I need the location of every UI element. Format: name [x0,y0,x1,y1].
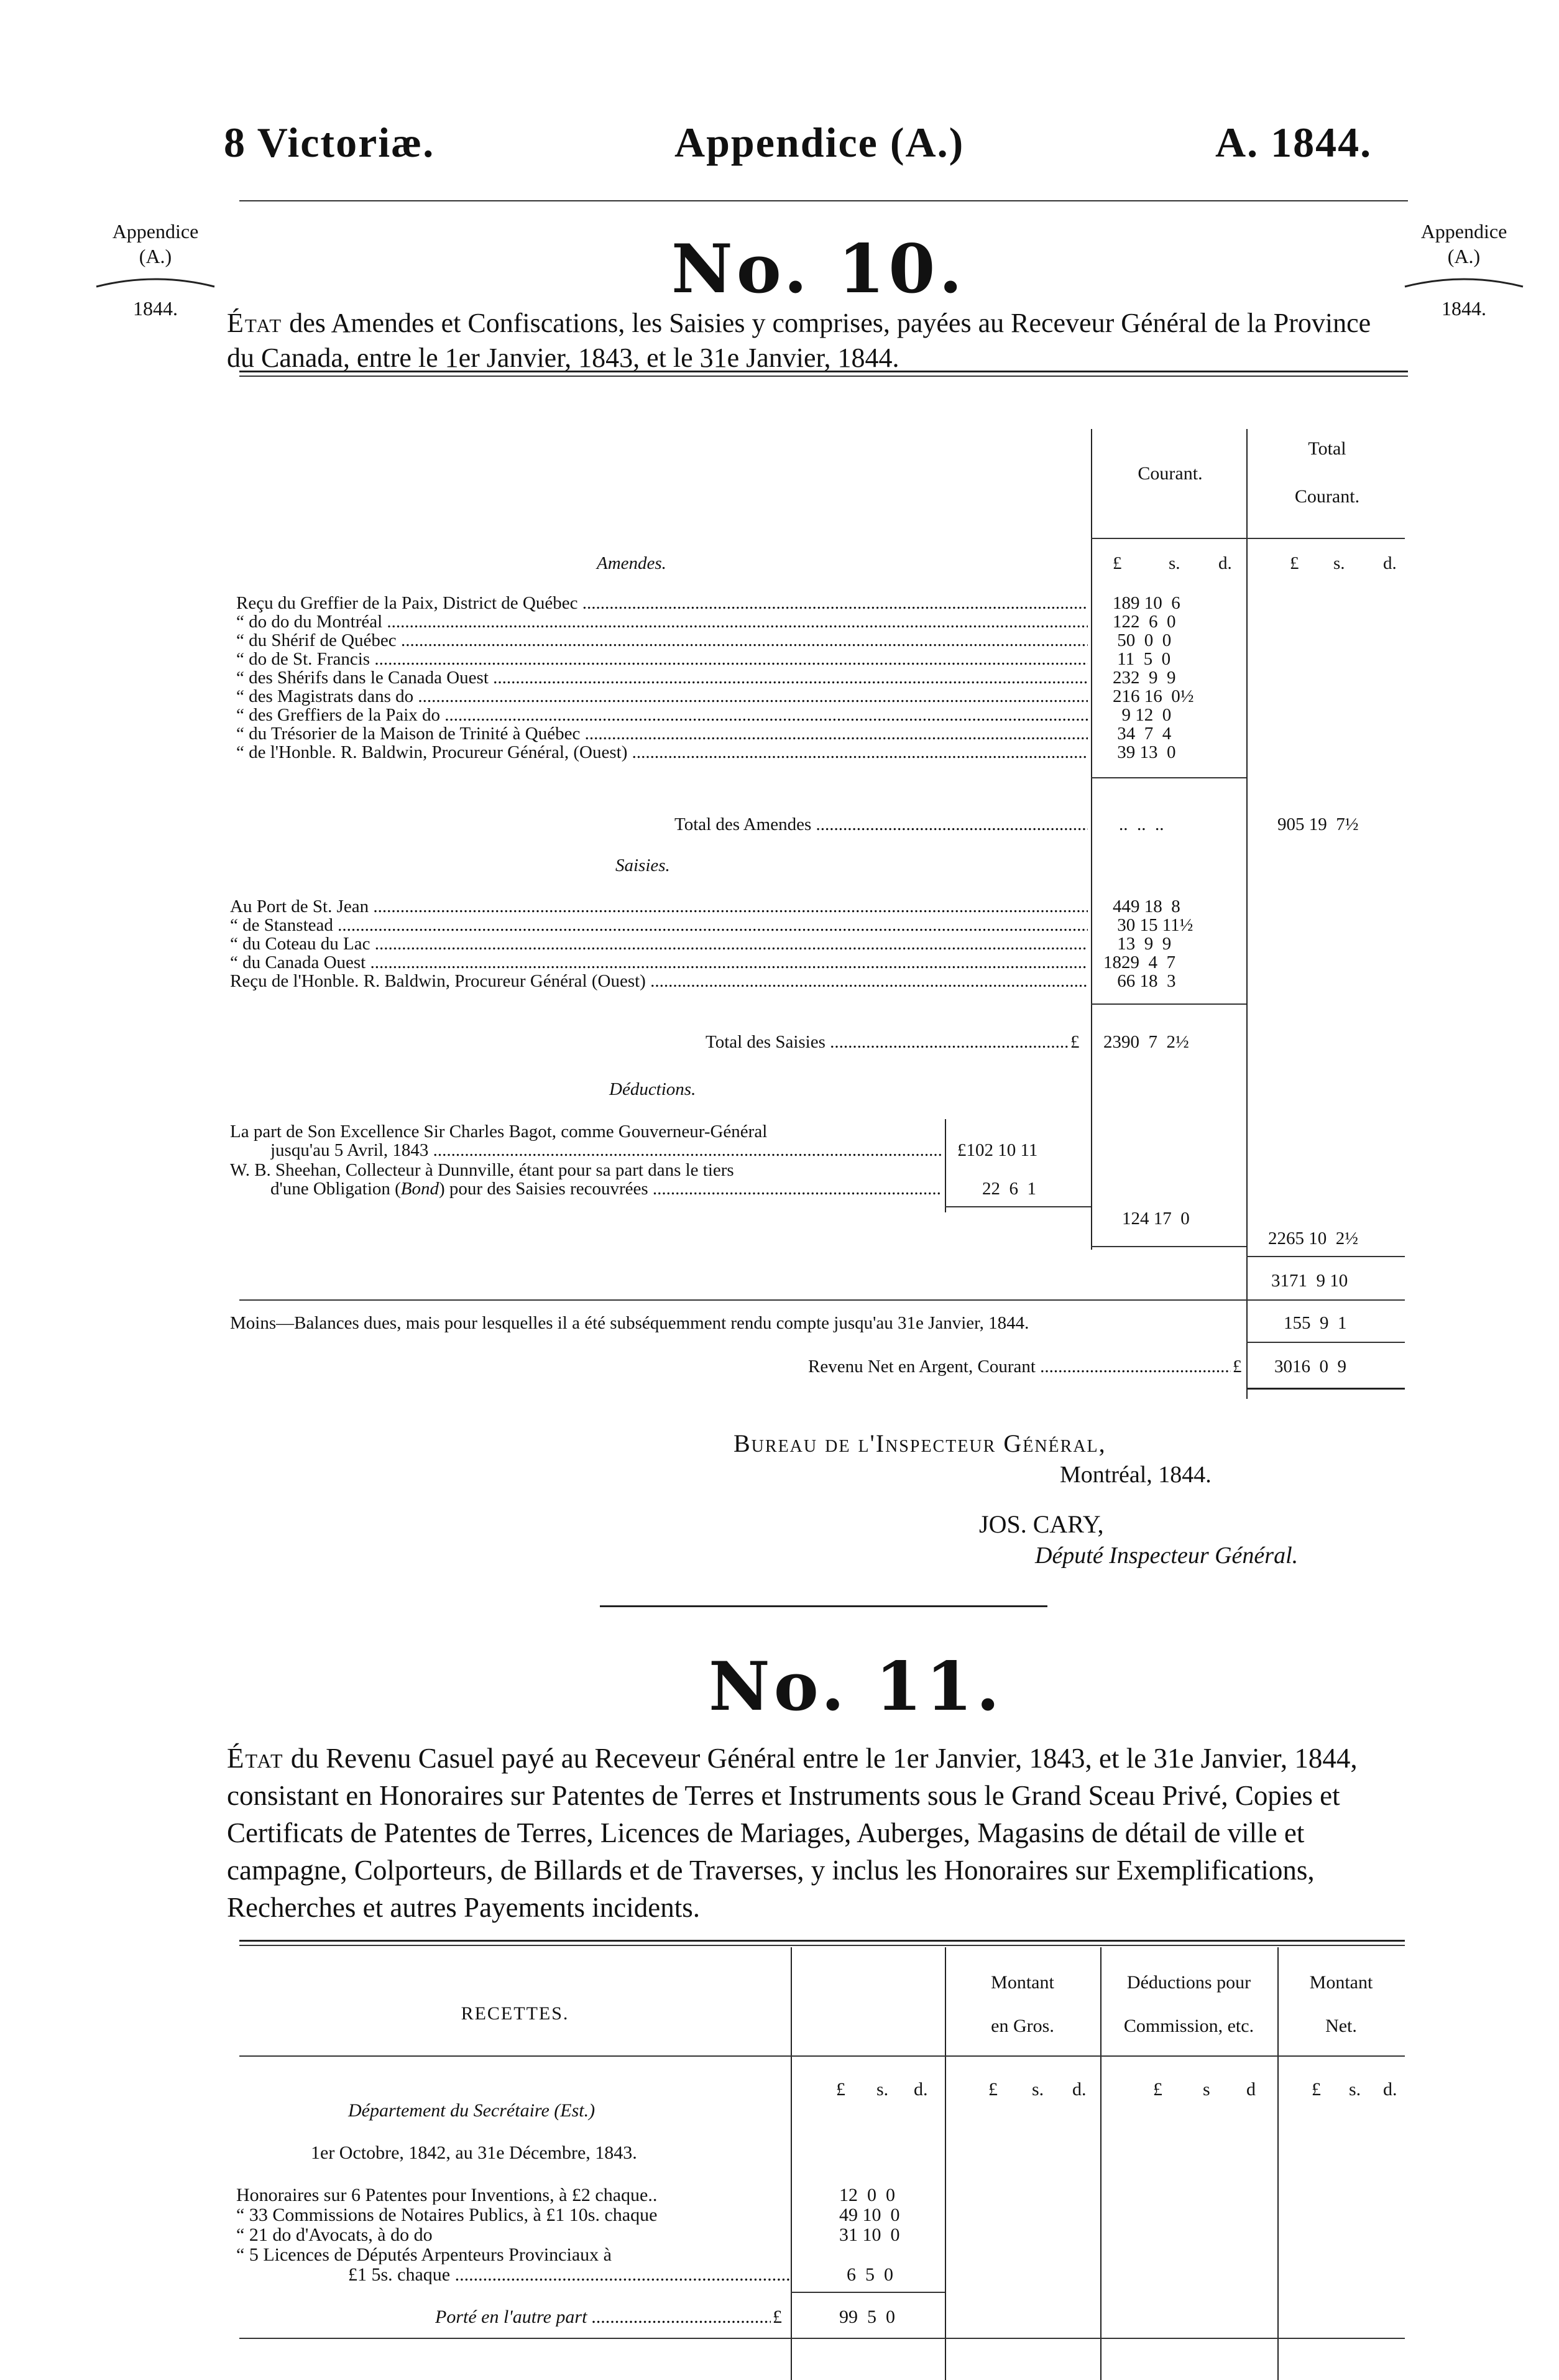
section10-title: No. 10. [671,230,966,308]
dept-label: Département du Secrétaire (Est.) [348,2100,596,2121]
currency-pound: £ [1153,2079,1162,2100]
deduction2-line1: W. B. Sheehan, Collecteur à Dunnville, étant pour sa part dans le tiers [230,1161,734,1179]
currency-pence: d. [1072,2079,1087,2100]
currency-pence-total: d. [1383,553,1397,573]
col-total-1: Total [1308,438,1346,459]
col-net-2: Net. [1325,2016,1357,2036]
col-net-1: Montant [1309,1972,1373,1993]
table10-head-rule [1091,538,1405,539]
deduction2-line2 [270,1180,942,1198]
table11-head-rule [239,2055,1405,2057]
amendes-heading: Amendes. [597,553,666,573]
table11-bottom-rule [239,2338,1405,2339]
header-right: A. 1844. [1215,119,1373,166]
table11-col-divider-2 [945,1947,946,2380]
deduction2-line2-a: d'une Obligation ( [270,1180,401,1198]
list-item-value: 34 7 4 [1113,724,1172,744]
amendes-sum-rule [1091,777,1246,778]
deduction2-value: 22 6 1 [982,1179,1036,1199]
total-saisies-pound: £ [1070,1032,1080,1052]
col-deduc-2: Commission, etc. [1123,2016,1254,2036]
list-item: “ du Trésorier de la Maison de Trinité à Québec ..... [236,725,1088,743]
total-amendes-label: Total des Amendes ..... [674,816,1088,834]
currency-shilling: s. [1169,553,1180,573]
saisies-heading: Saisies. [615,856,670,875]
currency-pound: £ [836,2079,845,2100]
margin-left-line1: Appendice [112,220,199,242]
table-row-value: 12 0 0 [839,2185,895,2205]
signature-bureau: Bureau de l'Inspecteur Général, [734,1429,1106,1457]
currency-pence: d [1246,2079,1256,2100]
list-item-value: 189 10 6 [1113,593,1180,613]
deductions-sum-rule [945,1206,1091,1207]
header-left: 8 Victoriæ. [224,119,435,166]
revenu-rule [1246,1388,1405,1390]
net-sum-rule [1246,1256,1405,1257]
margin-left-line2: (A.) [139,245,172,267]
total-saisies-label: Total des Saisies ..... [706,1033,1069,1051]
currency-pound-total: £ [1290,553,1299,573]
moins-rule [1246,1342,1405,1343]
table-row: “ 21 do d'Avocats, à do do [236,2226,433,2244]
moins-label: Moins—Balances dues, mais pour lesquelles il a été subséquemment rendu compte jusqu'au 31e Janvier, 1844. [230,1314,1029,1332]
deductions-heading: Déductions. [609,1079,696,1099]
total-saisies-value: 2390 7 2½ [1103,1032,1189,1052]
list-item-value: 122 6 0 [1113,612,1176,632]
currency-pound: £ [1113,553,1122,573]
list-item-value: 50 0 0 [1113,630,1172,650]
margin-left [93,219,218,321]
saisies-sum-rule [1091,1003,1246,1005]
list-item-value: 232 9 9 [1113,668,1176,688]
deductions-close-rule [1091,1246,1246,1247]
table11-top-rule-2 [239,1945,1405,1946]
margin-right-line1: Appendice [1420,220,1507,242]
table-row-value: 6 5 0 [847,2264,893,2285]
section11-intro-lead: État [227,1743,284,1774]
section-divider [600,1605,1047,1607]
net-saisies: 2265 10 2½ [1268,1229,1358,1248]
table11-col-divider-3 [1100,1947,1101,2380]
list-item: “ do de St. Francis ..... [236,650,1088,668]
list-item: “ du Canada Ouest ..... [230,954,1088,972]
col-recettes: RECETTES. [461,2003,569,2024]
margin-right [1399,219,1529,321]
currency-pence: d. [914,2079,928,2100]
currency-pence: d. [1383,2079,1397,2100]
col-deduc-1: Déductions pour [1126,1972,1251,1993]
signature-name: JOS. CARY, [979,1510,1104,1538]
list-item-value: 449 18 8 [1113,897,1180,916]
table11-top-rule [239,1940,1405,1942]
margin-right-line2: (A.) [1447,245,1481,267]
list-item-value: 11 5 0 [1113,649,1171,669]
table10-top-rule [239,371,1408,372]
period-label: 1er Octobre, 1842, au 31e Décembre, 1843. [311,2142,637,2163]
porte-value: 99 5 0 [839,2307,895,2327]
currency-shilling: s. [1032,2079,1044,2100]
currency-pence: d. [1218,553,1232,573]
currency-pound: £ [988,2079,998,2100]
signature-title: Député Inspecteur Général. [1035,1543,1299,1569]
list-item-value: 9 12 0 [1113,705,1172,725]
list-item-value: 13 9 9 [1113,934,1172,954]
deduction1-value: £102 10 11 [957,1140,1038,1160]
col-total-2: Courant. [1294,486,1360,507]
table10-col-divider-2 [1246,429,1248,1399]
margin-right-year: 1844. [1442,297,1486,320]
section10-intro [227,306,1402,376]
section10-intro-lead: État [227,308,283,338]
moins-value: 155 9 1 [1284,1313,1347,1333]
table10-top-rule-2 [239,376,1408,377]
porte-label: Porté en l'autre part ..... [435,2308,771,2327]
col-courant: Courant. [1138,463,1203,484]
list-item: Au Port de St. Jean ..... [230,898,1088,916]
list-item-value: 1829 4 7 [1103,952,1175,972]
list-item: “ de Stanstead ..... [230,916,1088,934]
revenu-pound: £ [1233,1357,1242,1377]
section11-intro-text: du Revenu Casuel payé au Receveur Général entre le 1er Janvier, 1843, et le 31e Janvier, 1844, consistant en Honoraires sur Patentes de Terres et Instruments sous le Grand Sceau Privé, Copies et Certificats de Patentes de Terres, Licences de Mariages, Auberges, Magasins de détail de ville et campagne, Colporteurs, de Billards et de Traverses, y inclus les Honoraires sur Exemplifications, Recherches et autres Payements incidents. [227,1743,1358,1923]
table-row: Honoraires sur 6 Patentes pour Inventions, à £2 chaque.. [236,2186,658,2205]
currency-shilling: s. [1349,2079,1361,2100]
col-gros-1: Montant [991,1972,1054,1993]
grand-total: 3171 9 10 [1271,1271,1348,1291]
list-item: Reçu de l'Honble. R. Baldwin, Procureur Général (Ouest) ..... [230,972,1088,990]
currency-shilling: s. [876,2079,889,2100]
signature-place: Montréal, 1844. [1060,1462,1212,1488]
list-item: “ du Coteau du Lac ..... [230,935,1088,953]
list-item: “ des Greffiers de la Paix do ..... [236,706,1088,724]
deductions-col-divider [945,1119,946,1212]
list-item-value: 216 16 0½ [1113,686,1194,706]
total-amendes-mid: .. .. .. [1119,814,1164,834]
porte-rule [791,2292,945,2293]
margin-right-brace-icon [1402,274,1526,288]
margin-left-year: 1844. [133,297,178,320]
table11-col-divider-4 [1277,1947,1279,2380]
margin-left-brace-icon [93,274,218,288]
deduction2-line2-c: ) pour des Saisies recouvrées [439,1180,648,1198]
col-gros-2: en Gros. [991,2016,1054,2036]
list-item-value: 39 13 0 [1113,742,1176,762]
deductions-sum: 124 17 0 [1122,1209,1190,1229]
list-item-value: 66 18 3 [1113,971,1176,991]
revenu-value: 3016 0 9 [1274,1357,1346,1377]
section10-intro-text: des Amendes et Confiscations, les Saisies y comprises, payées au Receveur Général de la Province du Canada, entre le 1er Janvier, 1843, et le 31e Janvier, 1844. [227,308,1371,373]
list-item: Reçu du Greffier de la Paix, District de Québec ..... [236,594,1088,612]
header-center: Appendice (A.) [674,119,965,166]
table-row-cont: £1 5s. chaque ..... [348,2266,789,2284]
revenu-label: Revenu Net en Argent, Courant ..... [808,1358,1231,1376]
grand-total-rule [239,1299,1405,1301]
list-item: “ du Shérif de Québec ..... [236,632,1088,650]
deduction2-line2-b: Bond [400,1180,439,1198]
list-item-value: 30 15 11½ [1113,915,1193,935]
table11-col-divider-1 [791,1947,792,2380]
currency-shilling-total: s. [1333,553,1345,573]
table-row-value: 49 10 0 [839,2205,900,2225]
deduction1-line2: jusqu'au 5 Avril, 1843 ..... [270,1142,942,1160]
currency-shilling: s [1203,2079,1210,2100]
currency-pound: £ [1312,2079,1321,2100]
table-row-value: 31 10 0 [839,2225,900,2245]
section11-title: No. 11. [709,1648,1003,1726]
table10-col-divider-1 [1091,429,1092,1250]
total-amendes-value: 905 19 7½ [1277,814,1359,834]
list-item: “ de l'Honble. R. Baldwin, Procureur Général, (Ouest) ..... [236,744,1088,762]
section11-intro [227,1740,1408,1926]
list-item: “ des Shérifs dans le Canada Ouest ..... [236,669,1088,687]
deduction1-line1: La part de Son Excellence Sir Charles Bagot, comme Gouverneur-Général [230,1123,768,1141]
list-item: “ do do du Montréal ..... [236,613,1088,631]
table-row: “ 5 Licences de Députés Arpenteurs Provinciaux à [236,2246,612,2264]
table-row: “ 33 Commissions de Notaires Publics, à £1 10s. chaque [236,2206,658,2225]
list-item: “ des Magistrats dans do ..... [236,688,1088,706]
porte-pound: £ [773,2307,782,2327]
header-rule [239,200,1408,201]
